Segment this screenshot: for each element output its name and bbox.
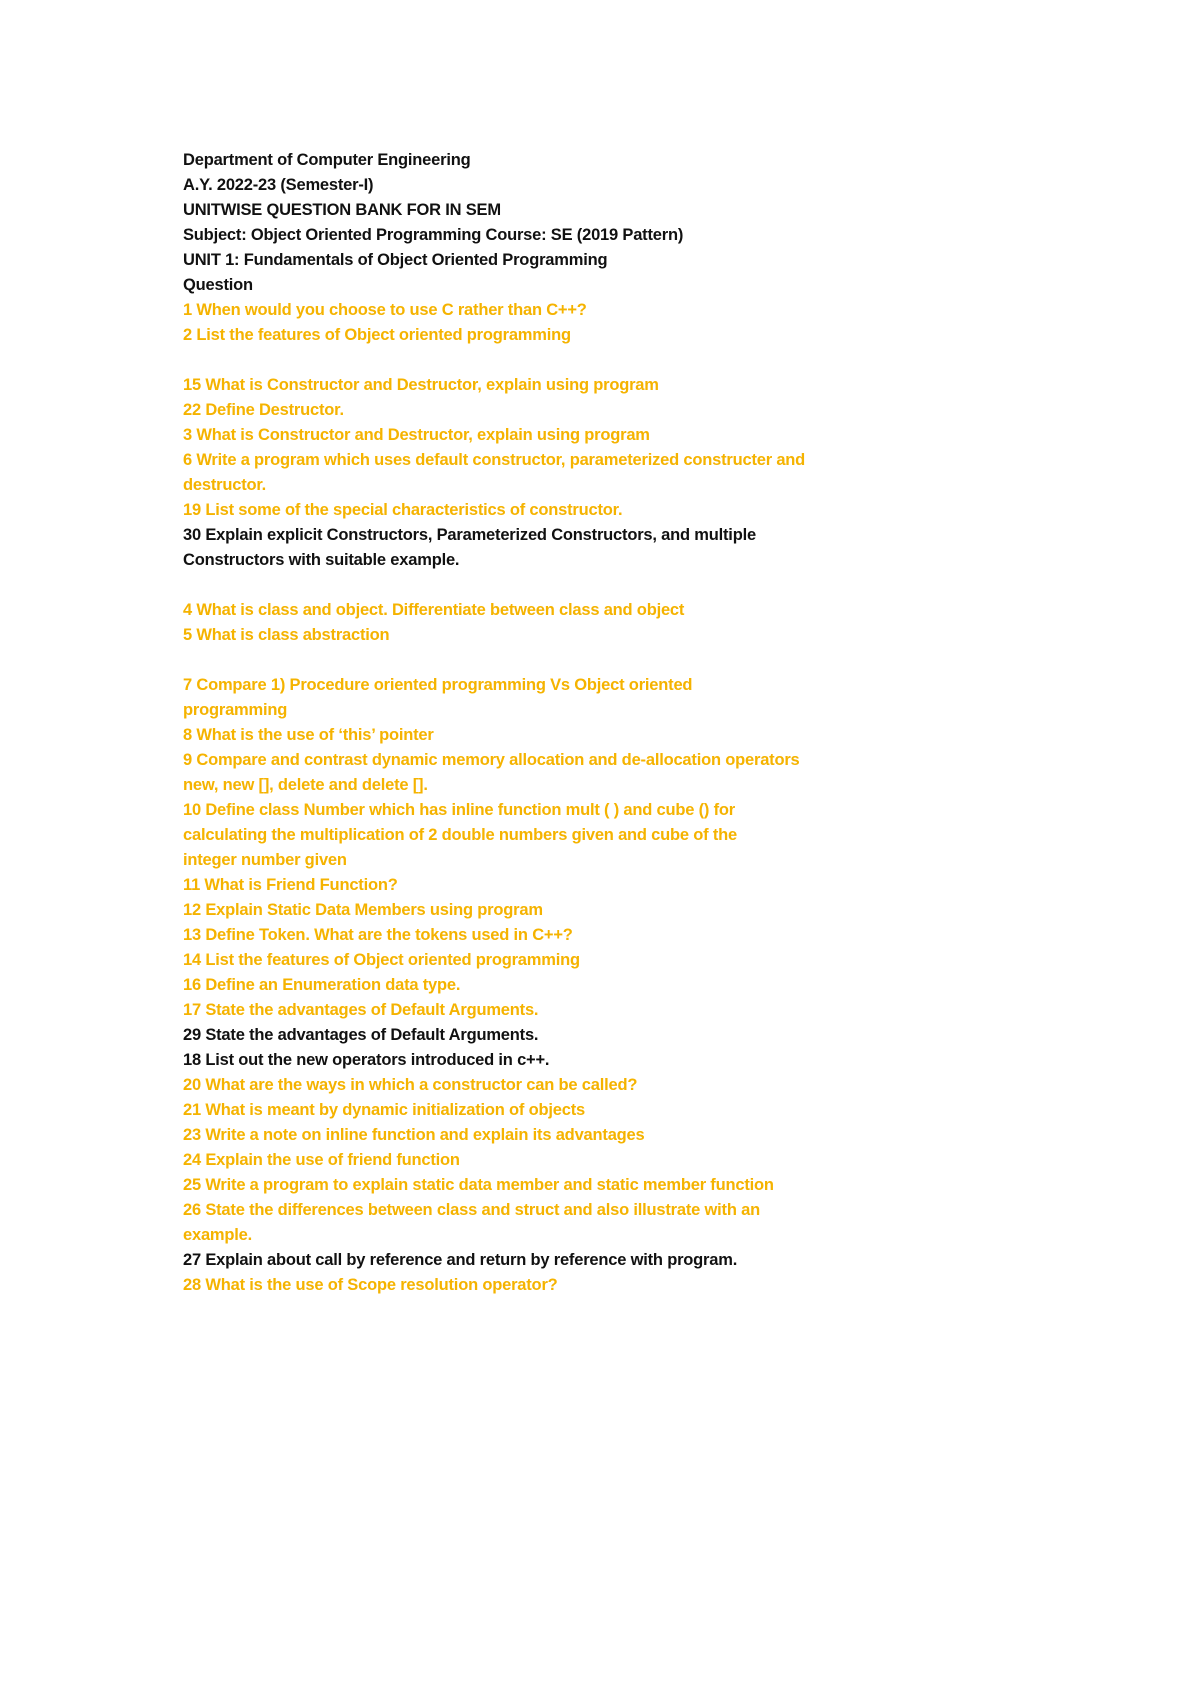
question-line: programming — [183, 701, 288, 719]
question-line: 20 What are the ways in which a constructor can be called? — [183, 1076, 638, 1094]
question-line: calculating the multiplication of 2 double numbers given and cube of the — [183, 826, 737, 844]
question-line: 4 What is class and object. Differentiate between class and object — [183, 601, 685, 619]
question-line: 3 What is Constructor and Destructor, explain using program — [183, 426, 650, 444]
question-line: 14 List the features of Object oriented programming — [183, 951, 580, 969]
question-list — [183, 298, 883, 1298]
question-line: 11 What is Friend Function? — [183, 876, 398, 894]
question-line: 30 Explain explicit Constructors, Parameterized Constructors, and multiple — [183, 526, 756, 544]
question-bank-title: UNITWISE QUESTION BANK FOR IN SEM — [183, 201, 501, 219]
academic-year: A.Y. 2022-23 (Semester-I) — [183, 176, 374, 194]
question-line: 2 List the features of Object oriented programming — [183, 326, 571, 344]
question-line: 5 What is class abstraction — [183, 626, 390, 644]
question-line: 9 Compare and contrast dynamic memory allocation and de-allocation operators — [183, 751, 800, 769]
question-line: 1 When would you choose to use C rather than C++? — [183, 301, 587, 319]
question-line: 25 Write a program to explain static data member and static member function — [183, 1176, 774, 1194]
question-line: destructor. — [183, 476, 267, 494]
question-line: 27 Explain about call by reference and return by reference with program. — [183, 1251, 738, 1269]
question-line: 8 What is the use of ‘this’ pointer — [183, 726, 434, 744]
question-line: 16 Define an Enumeration data type. — [183, 976, 461, 994]
subject-line: Subject: Object Oriented Programming Course: SE (2019 Pattern) — [183, 226, 684, 244]
question-line: 21 What is meant by dynamic initialization of objects — [183, 1101, 585, 1119]
question-line: 13 Define Token. What are the tokens used in C++? — [183, 926, 573, 944]
question-line: 7 Compare 1) Procedure oriented programming Vs Object oriented — [183, 676, 693, 694]
blank-line — [183, 573, 883, 598]
question-heading: Question — [183, 276, 253, 294]
question-line: integer number given — [183, 851, 347, 869]
blank-line — [183, 348, 883, 373]
question-line: 6 Write a program which uses default constructor, parameterized constructer and — [183, 451, 806, 469]
question-line: 12 Explain Static Data Members using program — [183, 901, 543, 919]
question-line: 10 Define class Number which has inline function mult ( ) and cube () for — [183, 801, 735, 819]
question-line: 28 What is the use of Scope resolution operator? — [183, 1276, 558, 1294]
question-line: Constructors with suitable example. — [183, 551, 460, 569]
question-line: 26 State the differences between class and struct and also illustrate with an — [183, 1201, 760, 1219]
question-bank-content — [183, 148, 883, 1298]
blank-line — [183, 648, 883, 673]
question-line: 24 Explain the use of friend function — [183, 1151, 460, 1169]
question-line: 22 Define Destructor. — [183, 401, 344, 419]
question-line: 29 State the advantages of Default Arguments. — [183, 1026, 539, 1044]
question-line: new, new [], delete and delete []. — [183, 776, 428, 794]
question-line: 19 List some of the special characteristics of constructor. — [183, 501, 623, 519]
question-line: 17 State the advantages of Default Arguments. — [183, 1001, 539, 1019]
question-line: 15 What is Constructor and Destructor, explain using program — [183, 376, 659, 394]
question-line: 18 List out the new operators introduced in c++. — [183, 1051, 550, 1069]
unit-title: UNIT 1: Fundamentals of Object Oriented Programming — [183, 251, 608, 269]
department-title: Department of Computer Engineering — [183, 151, 471, 169]
question-line: example. — [183, 1226, 253, 1244]
question-line: 23 Write a note on inline function and explain its advantages — [183, 1126, 645, 1144]
